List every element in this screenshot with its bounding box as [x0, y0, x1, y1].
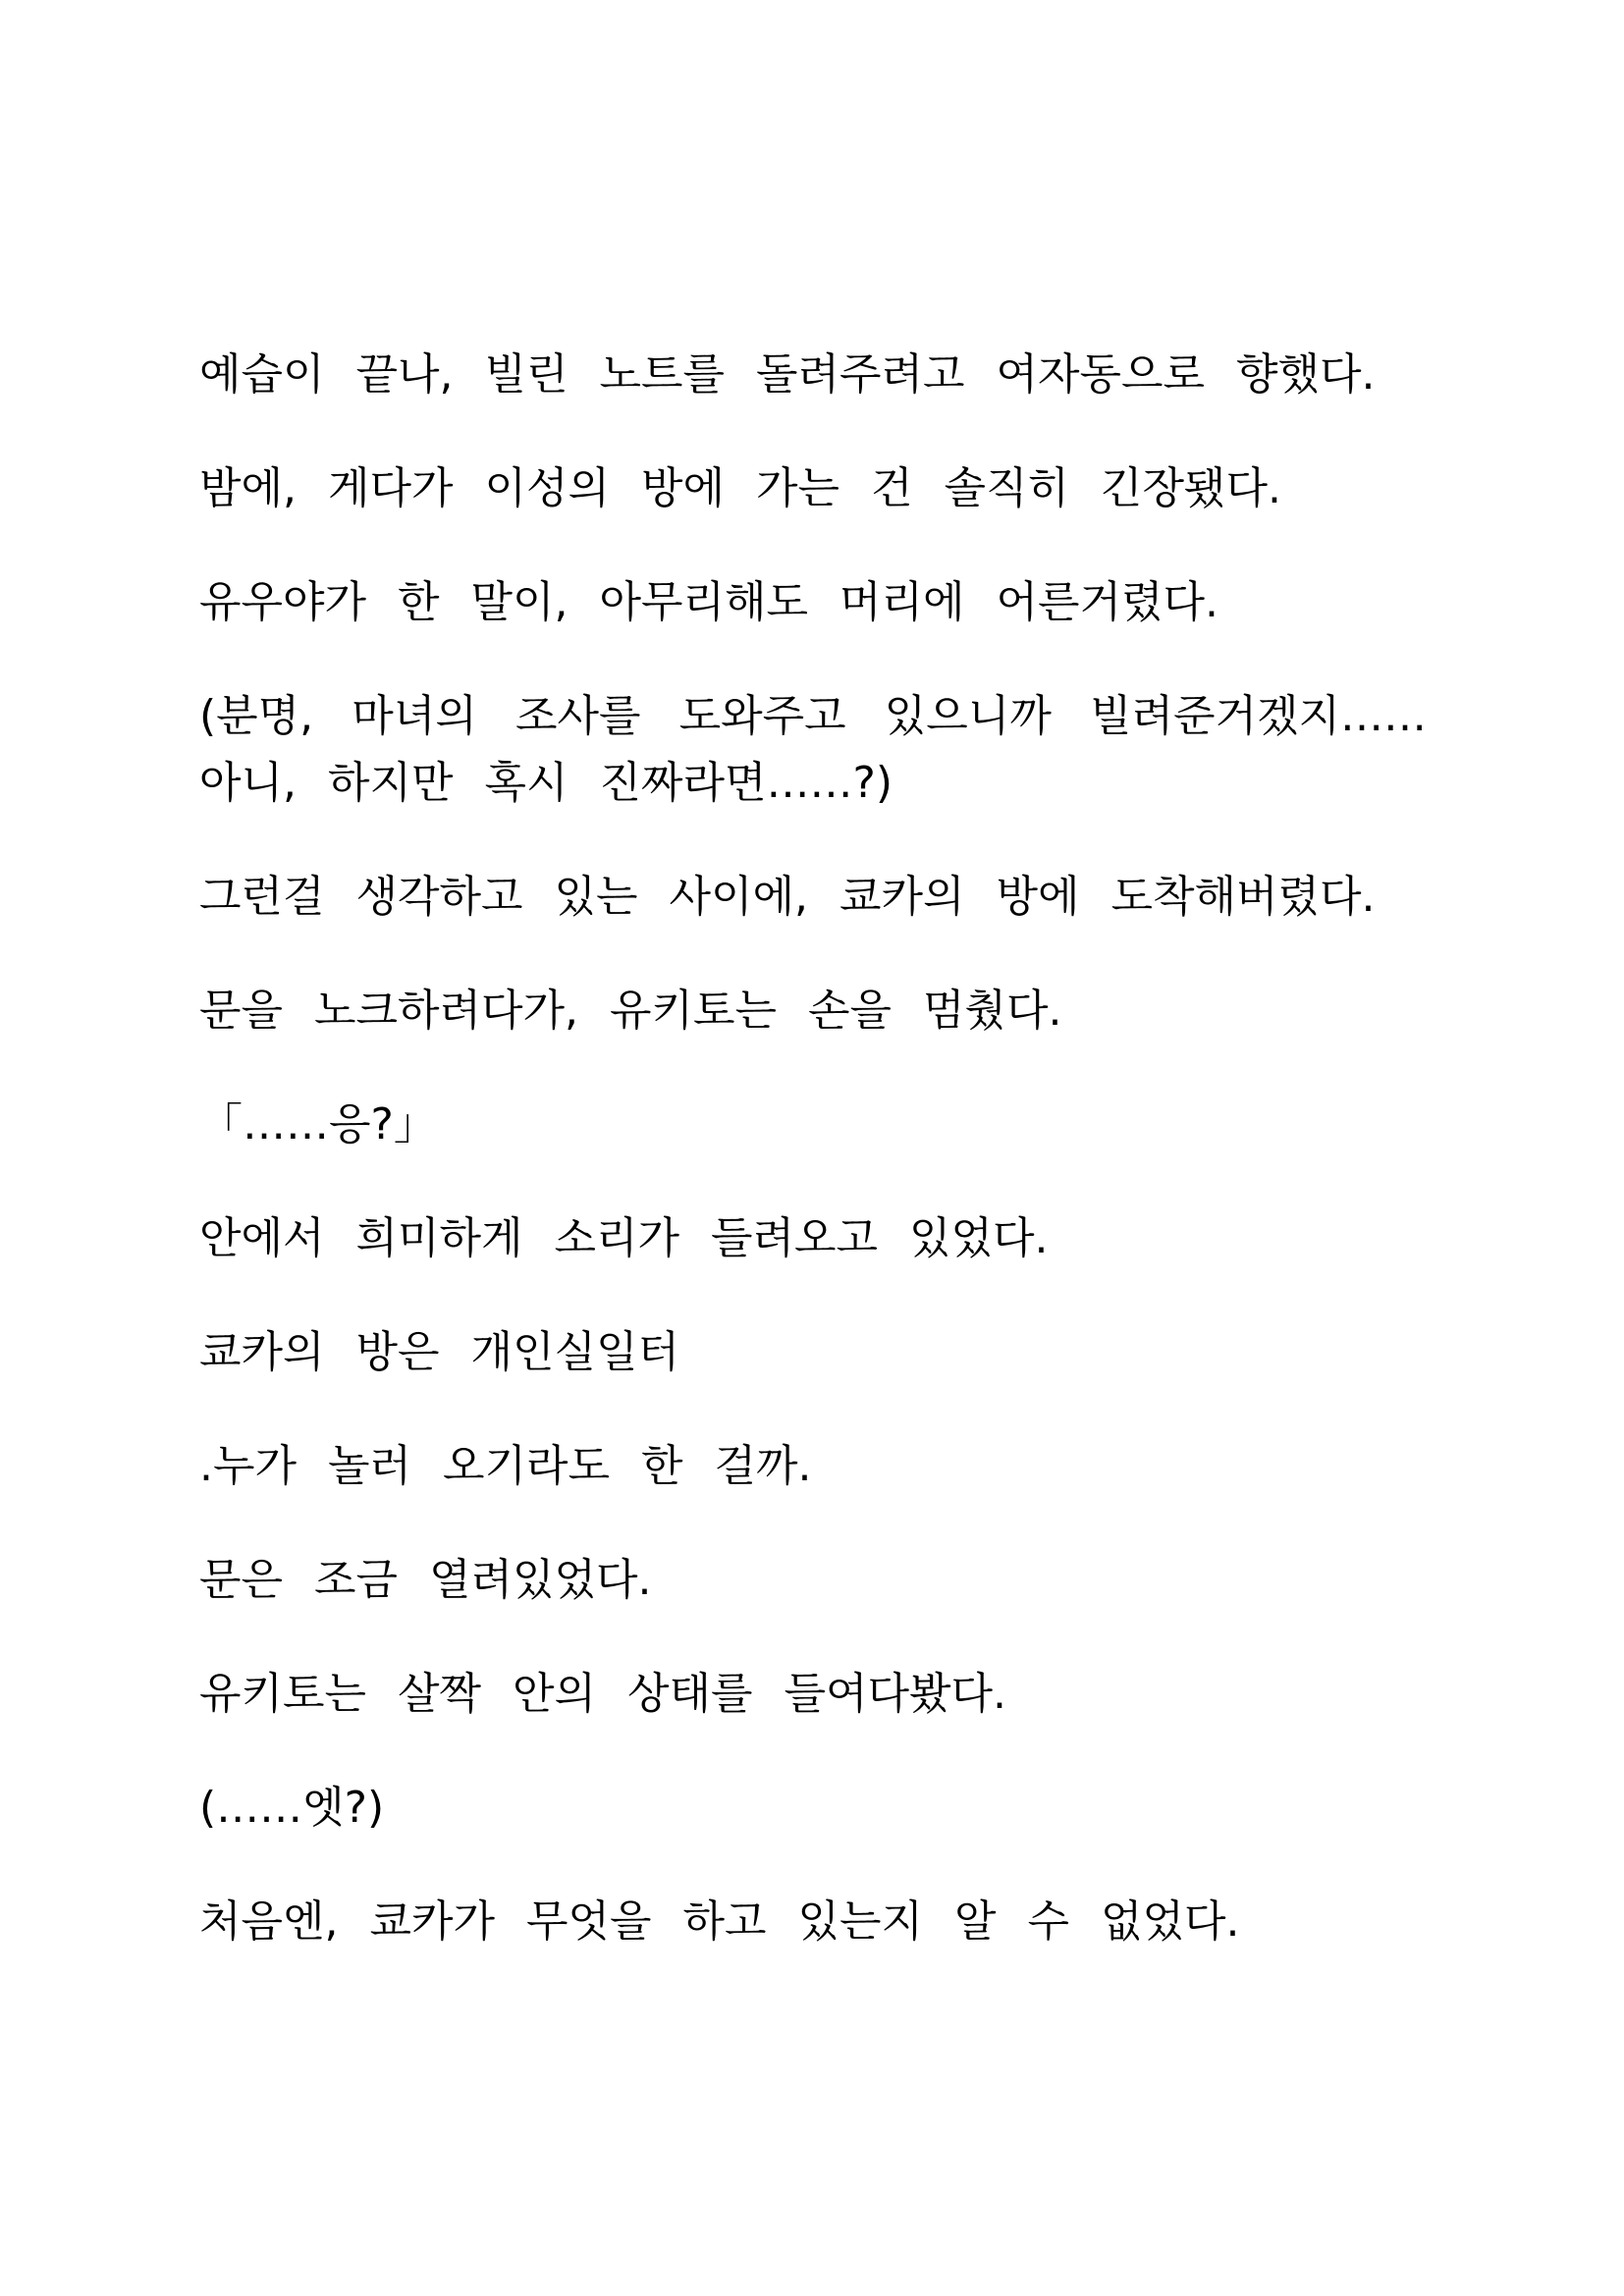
paragraph-2: 밤에, 게다가 이성의 방에 가는 건 솔직히 긴장됐다. [199, 463, 1281, 513]
paragraph-10: .누가 놀러 오기라도 한 걸까. [199, 1441, 812, 1491]
paragraph-6: 문을 노크하려다가, 유키토는 손을 멈췄다. [199, 986, 1062, 1036]
paragraph-11: 문은 조금 열려있었다. [199, 1555, 652, 1605]
paragraph-14: 처음엔, 쿄카가 무엇을 하고 있는지 알 수 없었다. [199, 1896, 1240, 1947]
paragraph-5: 그런걸 생각하고 있는 사이에, 쿄카의 방에 도착해버렸다. [199, 872, 1376, 922]
paragraph-4: (분명, 마녀의 조사를 도와주고 있으니까 빌려준거겠지……아니, 하지만 혹시 진짜라면……?) [199, 691, 1427, 808]
paragraph-12: 유키토는 살짝 안의 상태를 들여다봤다. [199, 1669, 1006, 1719]
paragraph-9: 쿄카의 방은 개인실일터 [199, 1327, 680, 1377]
paragraph-8: 안에서 희미하게 소리가 들려오고 있었다. [199, 1213, 1049, 1263]
paragraph-7: 「……응?」 [199, 1099, 437, 1149]
paragraph-1: 예습이 끝나, 빌린 노트를 돌려주려고 여자동으로 향했다. [199, 349, 1376, 400]
paragraph-13: (……엣?) [199, 1783, 385, 1833]
paragraph-3: 유우야가 한 말이, 아무리해도 머리에 어른거렸다. [199, 577, 1218, 627]
body-text [199, 342, 1427, 2002]
